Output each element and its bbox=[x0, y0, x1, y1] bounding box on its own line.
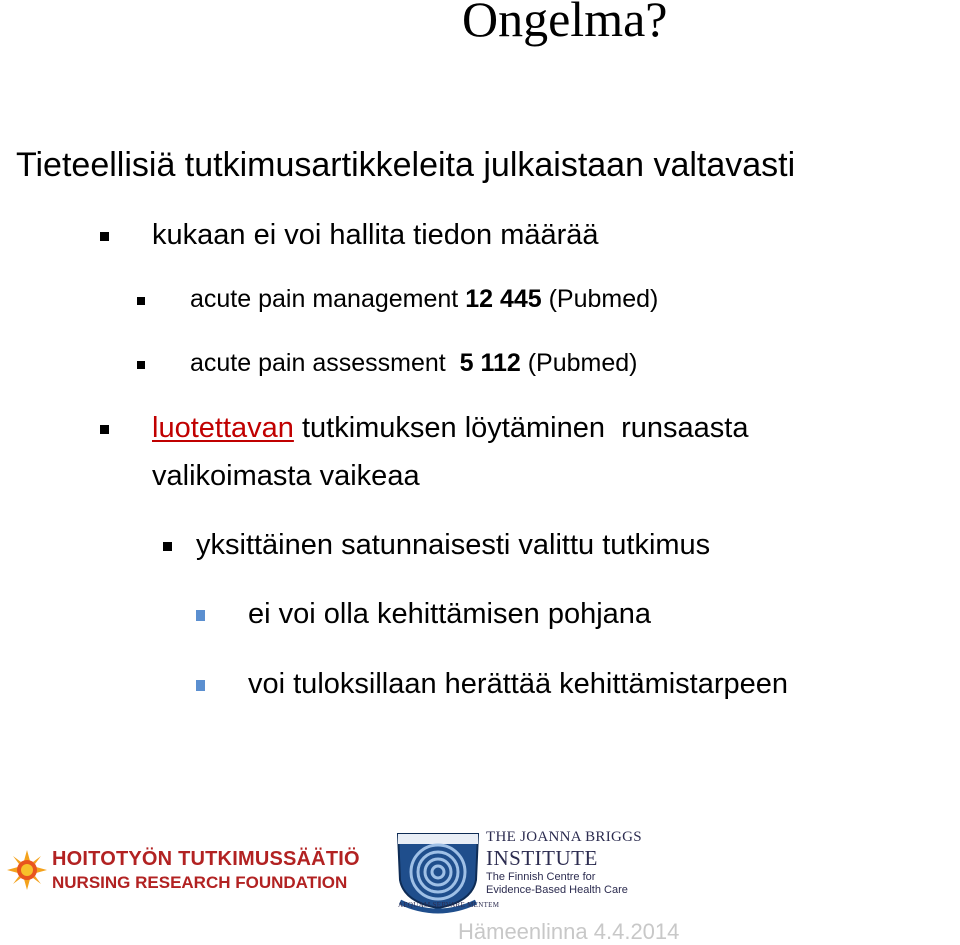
reliable-link[interactable]: luotettavan bbox=[152, 412, 294, 444]
footer-date: Hämeenlinna 4.4.2014 bbox=[458, 919, 680, 944]
bullet-pain-management bbox=[190, 285, 658, 314]
square-bullet-icon bbox=[196, 680, 205, 691]
bullet-raise-need: voi tuloksillaan herättää kehittämistarpeen bbox=[248, 668, 789, 700]
pain-management-count: 12 445 bbox=[465, 285, 542, 313]
bullet-reliable-research bbox=[152, 412, 748, 445]
pain-management-label: acute pain management bbox=[190, 285, 466, 313]
foundation-logo bbox=[6, 849, 48, 891]
pubmed-label: (Pubmed) bbox=[520, 349, 638, 377]
square-bullet-icon bbox=[100, 425, 109, 434]
jbi-subtitle-2: Evidence-Based Health Care bbox=[486, 884, 628, 896]
reliable-rest: tutkimuksen löytäminen runsaasta bbox=[293, 412, 749, 444]
slide-subtitle: Tieteellisiä tutkimusartikkeleita julkaistaan valtavasti bbox=[16, 146, 796, 184]
square-bullet-icon bbox=[196, 610, 205, 621]
slide-title: Ongelma? bbox=[462, 0, 668, 47]
bullet-pain-assessment bbox=[190, 349, 638, 378]
square-bullet-icon bbox=[100, 232, 109, 241]
square-bullet-icon bbox=[137, 361, 145, 369]
sun-icon bbox=[6, 849, 48, 891]
foundation-name-fi: HOITOTYÖN TUTKIMUSSÄÄTIÖ bbox=[52, 848, 360, 870]
jbi-subtitle-1: The Finnish Centre for bbox=[486, 871, 596, 883]
bullet-single-study: yksittäinen satunnaisesti valittu tutkimus bbox=[196, 529, 711, 561]
foundation-name-en: NURSING RESEARCH FOUNDATION bbox=[52, 873, 348, 892]
pain-assessment-label: acute pain assessment bbox=[190, 349, 460, 377]
jbi-motto: AEQUAM SERVARE MENTEM bbox=[398, 901, 500, 909]
bullet-reliable-research-line2: valikoimasta vaikeaa bbox=[152, 460, 420, 492]
square-bullet-icon bbox=[137, 297, 145, 305]
jbi-name-line2: INSTITUTE bbox=[486, 846, 598, 870]
bullet-info-overload: kukaan ei voi hallita tiedon määrää bbox=[152, 219, 599, 251]
bullet-not-basis: ei voi olla kehittämisen pohjana bbox=[248, 598, 652, 630]
square-bullet-icon bbox=[163, 542, 172, 551]
pain-assessment-count: 5 112 bbox=[459, 349, 521, 377]
jbi-name-line1: THE JOANNA BRIGGS bbox=[486, 829, 642, 845]
pubmed-label: (Pubmed) bbox=[541, 285, 659, 313]
